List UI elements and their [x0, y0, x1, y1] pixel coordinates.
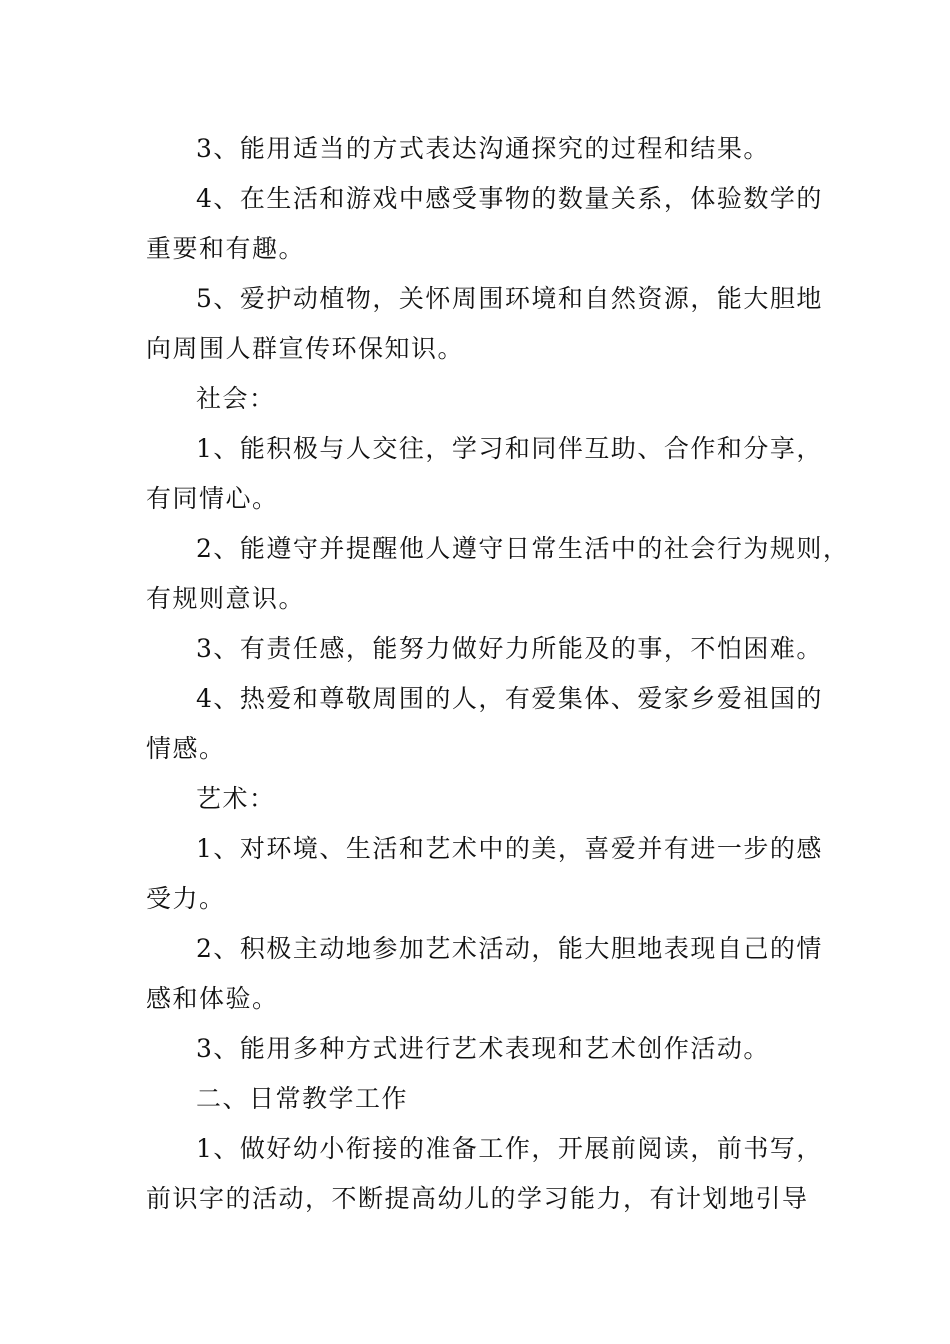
paragraph-line: 受力。: [146, 884, 226, 913]
paragraph-line: 向周围人群宣传环保知识。: [146, 334, 465, 363]
paragraph-line: 3、有责任感，能努力做好力所能及的事，不怕困难。: [196, 634, 823, 663]
paragraph-line: 有同情心。: [146, 484, 279, 513]
section-heading: 社会：: [196, 384, 276, 413]
paragraph-line: 2、能遵守并提醒他人遵守日常生活中的社会行为规则，: [196, 534, 850, 563]
paragraph-line: 1、做好幼小衔接的准备工作，开展前阅读，前书写，: [196, 1134, 823, 1163]
paragraph-line: 重要和有趣。: [146, 234, 306, 263]
paragraph-line: 2、积极主动地参加艺术活动，能大胆地表现自己的情: [196, 934, 823, 963]
section-heading: 艺术：: [196, 784, 276, 813]
paragraph-line: 1、能积极与人交往，学习和同伴互助、合作和分享，: [196, 434, 823, 463]
paragraph-line: 感和体验。: [146, 984, 279, 1013]
section-heading: 二、日常教学工作: [196, 1084, 409, 1113]
paragraph-line: 前识字的活动，不断提高幼儿的学习能力，有计划地引导: [146, 1184, 809, 1213]
paragraph-line: 3、能用适当的方式表达沟通探究的过程和结果。: [196, 134, 770, 163]
paragraph-line: 1、对环境、生活和艺术中的美，喜爱并有进一步的感: [196, 834, 823, 863]
paragraph-line: 4、热爱和尊敬周围的人，有爱集体、爱家乡爱祖国的: [196, 684, 823, 713]
paragraph-line: 情感。: [146, 734, 226, 763]
paragraph-line: 5、爱护动植物，关怀周围环境和自然资源，能大胆地: [196, 284, 823, 313]
paragraph-line: 3、能用多种方式进行艺术表现和艺术创作活动。: [196, 1034, 770, 1063]
paragraph-line: 4、在生活和游戏中感受事物的数量关系，体验数学的: [196, 184, 823, 213]
paragraph-line: 有规则意识。: [146, 584, 306, 613]
